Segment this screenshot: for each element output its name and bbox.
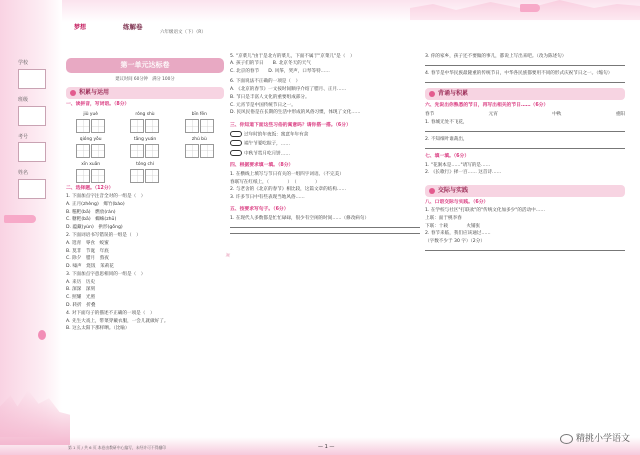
option-text: C. 元宵节是中国传统节日之一。 <box>230 102 296 108</box>
pinyin-item <box>175 112 224 133</box>
option-text: A. 《北京的春节》一文按时间顺序介绍了腊月、正月…… <box>230 87 347 93</box>
couplet-upper: 上联：面于桃李春 <box>425 215 462 221</box>
answer-box[interactable] <box>130 144 144 158</box>
pinyin-item <box>120 137 169 158</box>
option-text: D. 转折 折叠 <box>66 303 96 309</box>
option-text: B. 莫非 节诞 年底 <box>66 248 109 254</box>
question-text: 6. 下面说法不正确的一项是（ ） <box>230 79 301 85</box>
festival-label: 中秋 <box>552 111 562 117</box>
exam-title: 第一单元达标卷 <box>66 58 224 73</box>
option-text: B. 糍粑(bā) 燃放(rán) <box>66 209 116 215</box>
answer-line[interactable] <box>230 227 420 228</box>
option-text: A. 来历 历史 <box>66 279 95 285</box>
pinyin-grid <box>66 112 224 183</box>
exam-number-field[interactable] <box>18 142 46 162</box>
question-text: 4. 对下面句子的描述不正确的一项是（ ） <box>66 310 155 316</box>
festival-label: 春节 <box>425 111 435 117</box>
custom-text: 中秋节赏月吃月饼…… <box>244 151 290 157</box>
question-text: 4. 春节是中华民族最隆重的传统节日，中华各民族都要用不同的形式庆祝节日之一。（缩句） <box>425 70 613 76</box>
answer-box[interactable] <box>185 144 199 158</box>
footer-note: 第 1 页 / 共 6 页 本卷由教研中心编写，未经许可不得翻印 <box>68 444 167 450</box>
answer-box[interactable] <box>76 169 90 183</box>
pinyin-item <box>175 137 224 158</box>
question-heading: 三、你知道下面这些习俗的寓意吗？请你搭一搭。（6分） <box>230 122 351 128</box>
answer-line[interactable] <box>425 131 625 132</box>
option-text: C. 照耀 光照 <box>66 295 96 301</box>
pinyin-text: qióng yǒu <box>79 136 102 142</box>
pinyin-text: tāng yuán <box>133 136 157 142</box>
question-text: 3. 许多节日中有些表现当地风俗…… <box>230 195 305 201</box>
answer-box[interactable] <box>76 119 90 133</box>
question-text: 1. 在现代人多数都是忙忙碌碌，很少有空闲的时间……（修改病句） <box>230 215 370 221</box>
pinyin-text: bīn fēn <box>191 111 207 117</box>
option-text: D. 蕴藏(yùn) 拱形(gǒng) <box>66 225 123 231</box>
pinyin-text: zhú bù <box>191 136 207 142</box>
custom-item <box>230 150 420 158</box>
custom-text: 端午节要吃粽子，…… <box>244 141 290 147</box>
school-label: 学校 <box>18 60 29 66</box>
brand-watermark <box>560 433 630 445</box>
answer-box[interactable] <box>76 144 90 158</box>
answer-box[interactable] <box>145 144 159 158</box>
column-3 <box>425 52 625 256</box>
class-field[interactable] <box>18 106 46 126</box>
oval-icon <box>230 140 242 146</box>
option-text: A. 孩子们的节日 B. 北京冬天的天气 <box>230 61 311 67</box>
brand-logo: 梦想 <box>74 24 87 31</box>
exam-number-label: 考号 <box>18 133 29 140</box>
balloon-icon <box>38 330 46 340</box>
answer-box[interactable] <box>130 169 144 183</box>
pinyin-text: tóng chí <box>136 161 154 167</box>
school-field[interactable] <box>18 69 46 89</box>
column-1 <box>66 52 224 334</box>
question-text: 1. 春城无处不飞花， <box>425 119 468 125</box>
brand-name: 精挑小学语文 <box>575 433 630 444</box>
question-heading: 五、按要求写句子。（6分） <box>230 207 289 213</box>
question-text: 1. 下面加点字注音全对的一组是（ ） <box>66 194 146 200</box>
answer-box[interactable] <box>91 119 105 133</box>
question-heading: 六、先说出你熟悉的节日，再写出相关的节日……（6分） <box>425 103 549 109</box>
question-heading: 四、根据要求填一填。（8分） <box>230 163 294 169</box>
name-field[interactable] <box>18 179 46 199</box>
couplet-lower: 下联：十载 火铺张 <box>425 223 481 229</box>
question-heading: 二、选择题。（12分） <box>66 185 114 191</box>
section-dot-icon <box>429 188 435 194</box>
custom-item <box>230 140 420 148</box>
section-dot-icon <box>429 91 435 97</box>
answer-box[interactable] <box>130 119 144 133</box>
airplane-icon <box>4 215 36 223</box>
question-heading: 八、口语交际与实践。（6分） <box>425 199 489 205</box>
section-dot-icon <box>70 90 76 96</box>
name-label: 姓名 <box>18 170 29 177</box>
answer-box[interactable] <box>145 169 159 183</box>
question-text: 2. 《长歌行》择一百…… 这首诗…… <box>425 170 502 176</box>
paper-series-title: 练解卷 <box>123 23 143 31</box>
question-text: 1. 在横线上填写与节日有关的一组四字词语。（不完美） <box>230 171 344 177</box>
pinyin-item <box>66 112 115 133</box>
option-text: C. 除夕 腊月 熬夜 <box>66 256 109 262</box>
option-text: C. 糖粑(bā) 蜘蛛(zhū) <box>66 217 117 223</box>
question-text: 2. 不知细叶谁裁出， <box>425 136 468 142</box>
answer-box[interactable] <box>200 144 214 158</box>
festival-label: 元宵 <box>488 111 498 117</box>
section-title: 交际与实践 <box>438 186 469 194</box>
question-text: 1. "花涧本是……"请写的是…… <box>425 162 491 168</box>
option-text: A. 正月(zhèng) 爆竹(bào) <box>66 201 125 207</box>
option-text: D. 民风民俗是在长期的生活中形成的风俗习惯，体现了文化…… <box>230 110 361 116</box>
answer-line[interactable] <box>425 82 625 83</box>
custom-item <box>230 131 420 139</box>
section-banner-2 <box>425 88 625 100</box>
pinyin-item <box>120 162 169 183</box>
option-text: C. 北京的春节 D. 风筝，哭声，口琴等特…… <box>230 69 330 75</box>
option-text: A. 先生大戏上，带菜穿戴衣服，一会儿就做好了。 <box>66 318 169 324</box>
option-text: D. 嗓声 烧饭 茉莉花 <box>66 264 114 270</box>
pinyin-text: jiǔ yuè <box>83 111 99 117</box>
question-heading: 七、填一填。（6分） <box>425 154 470 160</box>
answer-box[interactable] <box>185 119 199 133</box>
answer-box[interactable] <box>91 144 105 158</box>
wechat-icon <box>560 434 573 444</box>
pinyin-text: róng shù <box>135 111 155 117</box>
question-text: 2. 春节来临，我们应该通过…… <box>425 231 491 237</box>
question-text: 春联写在红纸上，（ ） （ ） <box>230 179 320 185</box>
oval-icon <box>230 150 242 156</box>
section-banner-3 <box>425 185 625 197</box>
answer-box[interactable] <box>200 119 214 133</box>
question-text: 2. 下面词语书写错误的一组是（ ） <box>66 232 141 238</box>
column-2 <box>230 52 420 239</box>
pinyin-text: xīn xuān <box>81 161 101 167</box>
section-title: 积累与运用 <box>79 89 110 97</box>
custom-text: 过年时的年夜饭：寓意年年有余 <box>244 132 309 138</box>
pinyin-item <box>120 112 169 133</box>
question-heading: 一、读拼音，写词语。（8分） <box>66 102 130 108</box>
option-text: B. 深深 深刻 <box>66 287 96 293</box>
grade-label: 六年级语文（下）（R） <box>160 30 206 35</box>
question-text: 1. 在学校与社区"打联欢"的"传统文化加多少"的活动中…… <box>425 208 545 214</box>
page-number: — 1 — <box>318 444 335 451</box>
option-text: B. 这么太阳下那样晒。（比喻） <box>66 326 130 332</box>
festival-label: 重阳 <box>615 111 625 117</box>
oval-icon <box>230 131 242 137</box>
question-text: 2. 与老舍的《北京的春节》相比较，这篇文章的结构…… <box>230 187 347 193</box>
section-title: 背诵与积累 <box>438 89 469 97</box>
option-text: A. 逛青 零食 蛟蜜 <box>66 240 109 246</box>
class-label: 班级 <box>18 96 29 103</box>
question-text: 3. 你的家乡，孩子还不要做的事儿，都说上写出来吧。（改为陈述句） <box>425 53 567 59</box>
section-banner-1 <box>66 87 224 99</box>
question-text: （字数不少于 30 字）（2分） <box>425 239 485 245</box>
student-info-panel <box>18 60 48 207</box>
answer-line[interactable] <box>425 250 625 251</box>
airplane-icon-2 <box>520 4 540 12</box>
watermark: ✦ <box>222 249 235 263</box>
pinyin-item <box>66 137 115 158</box>
question-text: 5. "京菜儿"由于是北方的菜儿，下面不属于"京菜儿"是（ ） <box>230 53 355 59</box>
answer-line[interactable] <box>425 148 625 149</box>
exam-meta: 建议时间 60分钟 满分 100分 <box>115 77 175 83</box>
answer-box[interactable] <box>145 119 159 133</box>
question-text: 3. 下面加点字意思相同的一组是（ ） <box>66 271 146 277</box>
festival-row <box>425 112 625 118</box>
option-text: B. 节日是丰富人文化的重要组成部分。 <box>230 94 310 100</box>
answer-box[interactable] <box>91 169 105 183</box>
answer-line[interactable] <box>425 65 625 66</box>
answer-line[interactable] <box>230 233 420 234</box>
pinyin-item <box>66 162 115 183</box>
